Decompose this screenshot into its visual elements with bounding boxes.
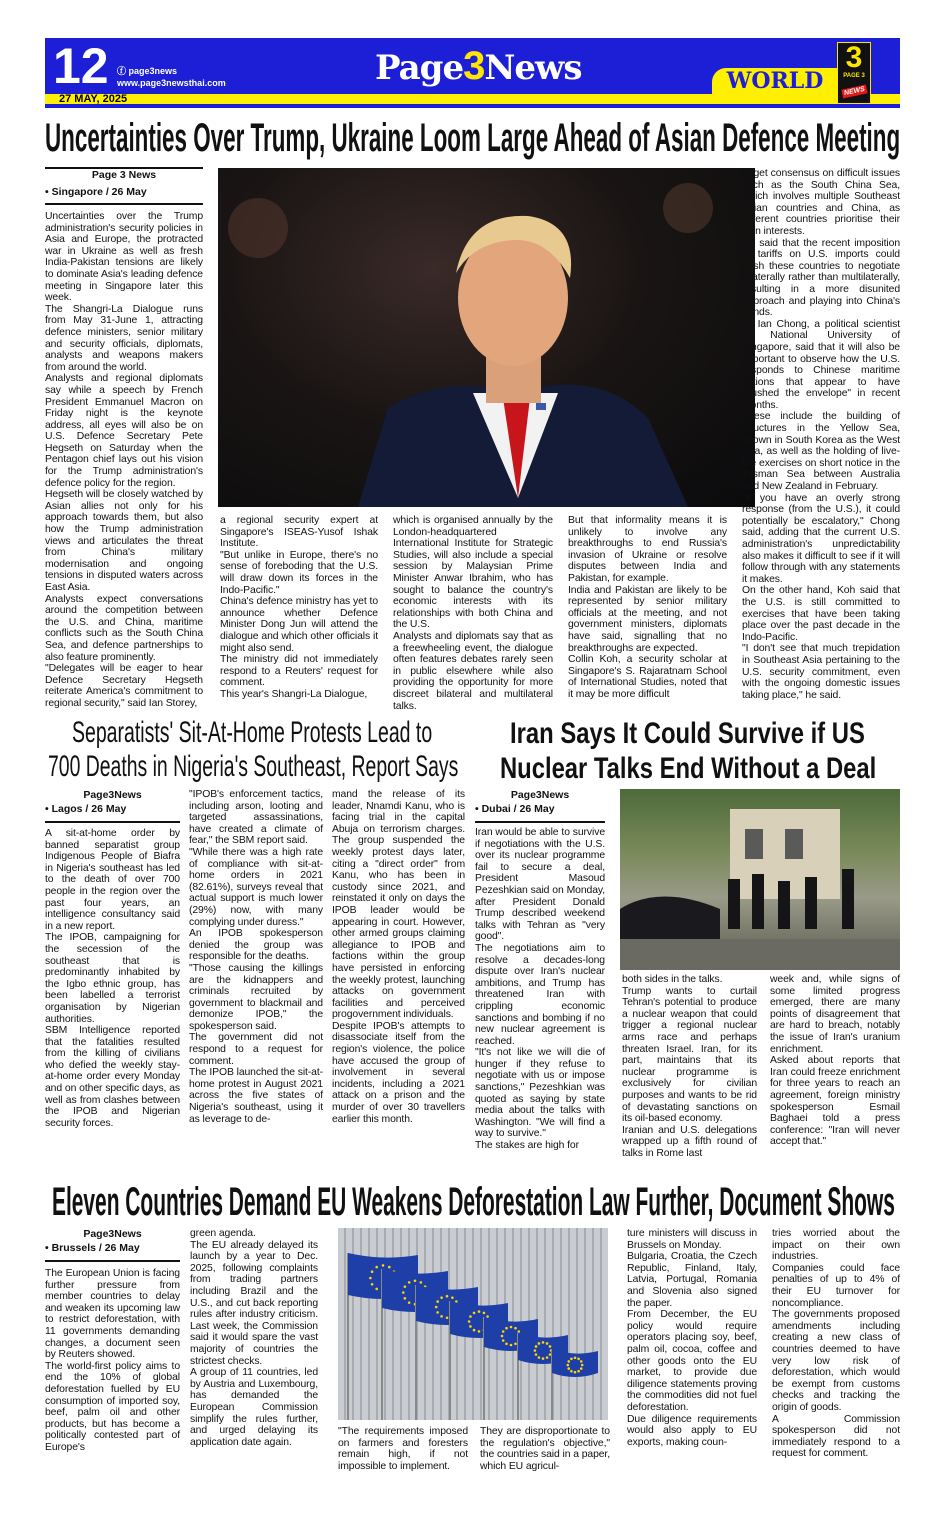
article-paragraph: SBM Intelligence reported that the fatalities resulted from the killing of civilians who defied the weekly stay-at-home order every Monday and on other specific days, as well as from clashes between the IPOB and Nigerian security forces. [45,1025,180,1129]
article-paragraph: The IPOB, campaigning for the secession of the southeast that is predominantly inhabited by the Igbo ethnic group, has been labelled a terrorist organisation by Nigerian authorities. [45,932,180,1025]
article-paragraph: "Delegates will be eager to hear Defence Secretary Hegseth reiterate America's commitment to regional security," said Ian Storey, [45,663,203,709]
website-link[interactable]: www.page3newsthai.com [117,78,226,88]
byline-dateline: • Dubai / 26 May [475,803,555,815]
headline-line: 700 Deaths in Nigeria's Southeast, Report Says [48,750,459,783]
article-paragraph: "IPOB's enforcement tactics, including arson, looting and targeted assassinations, have created a climate of fear," the SBM report said. [189,789,323,847]
article-paragraph: The world-first policy aims to end the 10% of global deforestation fuelled by EU consumption of imported soy, beef, palm oil and other products, but has become a politically contested part of Europe's [45,1360,180,1453]
logo-text-left: Page [375,48,464,88]
article-paragraph: These include the building of structures in the Yellow Sea, known in South Korea as the West Sea, as well as the holding of live-fire exercises on short notice in the Tasman Sea between Australia and New Zealand in February. [742,411,900,493]
facebook-icon: ⓕ [117,66,129,76]
article-column [332,789,465,1125]
social-handle[interactable]: page3news [128,66,178,76]
article-paragraph: The EU already delayed its launch by a year to Dec. 2025, following complaints from trading partners including Brazil and the U.S., and cut back reporting rules after industry criticism. Last week, the Commission said it would spare the vast majority of countries the strictest checks. [190,1239,318,1367]
byline-dateline: • Lagos / 26 May [45,803,127,815]
article-headline [45,117,900,161]
newspaper-logo [375,46,581,88]
byline-source: Page3News [83,1228,142,1240]
article-paragraph: On the other hand, Koh said that the U.S. is still committed to exercises that have been taking place over the past decade in the Indo-Pacific. [742,585,900,643]
article-paragraph: Uncertainties over the Trump administration's security policies in Asia and Europe, the protracted war in Ukraine as well as fresh India-Pakistan tensions are likely to dominate Asia's leading defence meeting in Singapore later this week. [45,211,203,304]
article-paragraph: Companies could face penalties of up to 4% of their EU turnover for noncompliance. [772,1262,900,1309]
article-paragraph: From December, the EU policy would require operators placing soy, beef, palm oil, cocoa, coffee and other goods onto the EU market, to provide due diligence statements proving the commodities did not fuel deforestation. [627,1309,757,1413]
article-paragraph: They are disproportionate to the regulation's objective," the countries said in a paper, which EU agricul- [480,1426,610,1472]
article-paragraph: But that informality means it is unlikely to involve any breakthroughs to end Russia's invasion of Ukraine or resolve disputes between India and Pakistan, for example. [568,515,727,584]
article-paragraph: India and Pakistan are likely to be represented by senior military officials at the meeting, and not government ministers, diplomats have said, signalling that no breakthroughs are expected. [568,584,727,654]
headline-line: Nuclear Talks End Without a Deal [500,752,877,785]
article-paragraph: which is organised annually by the London-headquartered International Institute for Strategic Studies, will also include a special session by Malaysian Prime Minister Anwar Ibrahim, who has sought to balance the country's economic interests with its relationships with both China and the U.S. [393,515,553,631]
article-column [45,1268,180,1454]
article-paragraph: Iranian and U.S. delegations wrapped up a fifth round of talks in Rome last [622,1124,757,1159]
article-paragraph: "The requirements imposed on farmers and foresters remain high, if not impossible to implement. [338,1426,468,1472]
article-column [45,828,180,1129]
article-column [622,974,757,1160]
article-paragraph: Analysts expect conversations around the competition between the U.S. and China, maritime conflicts such as the South China Sea, and defence partnerships to also feature prominently. [45,593,203,663]
article-paragraph: week and, while signs of some limited progress emerged, there are many points of disagreement that are hard to breach, notably the issue of Iran's uranium enrichment. [770,974,900,1055]
byline-dateline: • Brussels / 26 May [45,1242,140,1254]
social-links [117,65,226,89]
headline-text: Eleven Countries Demand EU Weakens Deforestation Law Further, Document Shows [52,1180,895,1224]
article-column [480,1426,610,1472]
article-paragraph: He said that the recent imposition of tariffs on U.S. imports could push these countries to negotiate bilaterally rather than multilaterally, resulting in a more disunited approach and playing into China's hands. [742,237,900,319]
article-column [627,1228,757,1448]
article-paragraph: The Shangri-La Dialogue runs from May 31-June 1, attracting defence ministers, senior military and security officials, diplomats, analysts and weapons makers from around the world. [45,303,203,373]
byline [45,1228,180,1262]
article-paragraph: a regional security expert at Singapore's ISEAS-Yusof Ishak Institute. [220,515,378,550]
page3-badge-logo [837,42,871,104]
article-paragraph: tries worried about the impact on their own industries. [772,1228,900,1263]
article-column [393,515,553,712]
article-paragraph: This year's Shangri-La Dialogue, [220,688,368,700]
article-column [475,827,605,1152]
article-paragraph: The governments proposed amendments including creating a new class of countries deemed to have very low risk of deforestation, which would be exempt from customs checks and tracking the origin of goods. [772,1309,900,1413]
article-paragraph: "But unlike in Europe, there's no sense of foreboding that the U.S. will draw down its forces in the Indo-Pacific." [220,549,378,596]
masthead [45,38,900,108]
portrait-illustration [218,168,755,507]
article-paragraph: "While there was a high rate of compliance with sit-at-home orders in 2021 (82.61%), surveys reveal that actual support is much lower (29%) now, with many complying under duress." [189,846,323,928]
article-paragraph: The IPOB launched the sit-at-home protest in August 2021 across the five states of Nigeria's southeast, using it as leverage to de- [189,1067,323,1125]
article-paragraph: The negotiations aim to resolve a decades-long dispute over Iran's nuclear ambitions, and Trump has threatened Iran with crippling economic sanctions and bombing if no new nuclear agreement is reached. [475,942,605,1047]
article-paragraph: Asked about reports that Iran could freeze enrichment for three years to reach an agreement, foreign ministry spokesperson Esmail Baghaei told a press conference: "Iran will never accept that." [770,1055,900,1148]
article-paragraph: The ministry did not immediately respond to a Reuters' request for comment. [220,654,378,689]
article-paragraph: Iran would be able to survive if negotiations with the U.S. over its nuclear programme fail to secure a deal, President Masoud Pezeshkian said on Monday, after President Donald Trump described weekend talks with Tehran as "very good". [475,827,605,943]
article-paragraph: The government did not respond to a request for comment. [189,1032,323,1067]
trump-photo [218,168,755,507]
byline-source: Page 3 News [91,169,157,181]
article-paragraph: "It's not like we will die of hunger if they refuse to negotiate with us or impose sanctions," Pezeshkian was quoted as saying by state media about the talks with Washington. "We will find a way to survive." [475,1047,605,1140]
article-column [772,1228,900,1460]
article-paragraph: China's defence ministry has yet to announce whether Defence Minister Dong Jun will attend the dialogue and which other officials it might also send. [220,596,378,654]
article-paragraph: Despite IPOB's attempts to disassociate itself from the region's violence, the police have accused the group of involvement in several incidents, including a 2021 attack on a prison and the murder of over 30 travellers earlier this month. [332,1020,465,1125]
headline-line: Iran Says It Could Survive if US [510,717,865,750]
article-column [45,211,203,710]
badge-text: PAGE 3 [843,73,865,79]
badge-number: 3 [845,41,863,74]
article-paragraph: Trump wants to curtail Tehran's potential to produce a nuclear weapon that could trigger a regional nuclear arms race and perhaps threaten Israel. Iran, for its part, maintains that its nuclear programme is exclusively for civilian purposes and wants to be rid of devastating sanctions on its oil-based economy. [622,985,757,1125]
masthead-yellow-strip [45,94,900,104]
article-paragraph: Bulgaria, Croatia, the Czech Republic, Finland, Italy, Latvia, Portugal, Romania and Slovenia also signed the paper. [627,1251,757,1309]
article-column [742,168,900,701]
byline [45,167,203,205]
article-column [190,1228,318,1448]
section-label: WORLD [712,68,838,94]
byline-source: Page3News [83,789,142,801]
logo-three: 3 [463,44,485,88]
article-headline [510,717,865,750]
article-paragraph: The European Union is facing further pressure from member countries to delay and weaken its upcoming law to restrict deforestation, with 11 governments demanding changes, a document seen by Reuters showed. [45,1268,180,1361]
logo-text-right: News [484,48,582,88]
article-headline [500,752,876,785]
article-column [568,515,727,701]
article-headline [72,717,432,749]
article-paragraph: A sit-at-home order by banned separatist group Indigenous People of Biafra in Nigeria's southeast has led to the death of over 700 people in the region over the past four years, an intelligence consultancy said in a new report. [45,828,180,932]
masthead-divider [45,104,900,108]
article-paragraph: ture ministers will discuss in Brussels on Monday. [627,1228,757,1251]
article-paragraph: green agenda. [190,1228,256,1239]
article-paragraph: Due diligence requirements would also apply to EU exports, making coun- [627,1413,757,1448]
article-paragraph: Ja Ian Chong, a political scientist at National University of Singapore, said that it will also be important to observe how the U.S. responds to Chinese maritime actions that appear to have "pushed the envelope" in recent months. [742,318,900,411]
article-column [338,1426,468,1472]
article-paragraph: A group of 11 countries, led by Austria and Luxembourg, has demanded the European Commission simplify the rules further, and urged delaying its application date again. [190,1367,318,1448]
eu-flags-photo [338,1228,608,1420]
page-number: 12 [53,38,109,94]
article-paragraph: A Commission spokesperson did not immediately respond to a request for comment. [772,1413,900,1460]
badge-tag: NEWS [841,84,867,98]
byline-dateline: • Singapore / 26 May [45,186,147,198]
article-headline [48,751,458,783]
article-paragraph: "Those causing the killings are the kidnappers and criminals recruited by government to blackmail and demonize IPOB," the spokesperson said. [189,962,323,1032]
article-column [770,974,900,1148]
issue-date: 27 MAY, 2025 [59,93,128,105]
article-column [189,789,323,1125]
article-headline [52,1181,895,1223]
article-paragraph: The stakes are high for [475,1140,579,1152]
byline [45,789,180,823]
headline-line: Separatists' Sit-At-Home Protests Lead to [72,716,433,749]
headline-text: Uncertainties Over Trump, Ukraine Loom Large Ahead of Asian Defence Meeting [45,116,901,160]
article-paragraph: Collin Koh, a security scholar at Singapore's S. Rajaratnam School of International Studies, noted that it may be more difficult [568,654,727,700]
article-paragraph: Analysts and diplomats say that as a freewheeling event, the dialogue often features debates rarely seen in public elsewhere while also providing the opportunity for more discreet bilateral and multilateral talks. [393,630,553,712]
article-paragraph: to get consensus on difficult issues such as the South China Sea, which involves multiple Southeast Asian countries and China, as different countries prioritise their own interests. [742,168,900,237]
article-paragraph: "If you have an overly strong response (from the U.S.), it could potentially be escalatory," Chong said, adding that the current U.S. administration's unpredictability also makes it difficult to see if it will follow through with any statements it makes. [742,492,900,585]
article-column [220,515,378,701]
article-paragraph: mand the release of its leader, Nnamdi Kanu, who is facing trial in the capital Abuja on terrorism charges. The group suspended the weekly protest days later, citing a "direct order" from Kanu, who has been in custody since 2021, and reinstated it only on days the IPOB leader would be appearing in court. However, other armed groups claiming allegiance to IPOB and factions within the group have persisted in enforcing the weekly protest, launching attacks on government facilities and perceived progovernment individuals. [332,789,465,1021]
iran-talks-photo [620,789,900,970]
article-paragraph: Analysts and regional diplomats say while a speech by French President Emmanuel Macron on Friday night is the keynote address, all eyes will also be on U.S. Defence Secretary Pete Hegseth on Saturday when the Pentagon chief lays out his vision for the Trump administration's defence policy for the region. [45,373,203,489]
byline [475,789,605,823]
delegation-illustration [620,789,900,970]
article-paragraph: "I don't see that much trepidation in Southeast Asia pertaining to the U.S. security commitment, even with the ongoing domestic issues taking place," he said. [742,643,900,701]
eu-flags-illustration [338,1228,608,1420]
article-paragraph: Hegseth will be closely watched by Asian allies not only for his approach towards them, but also how the Trump administration views and articulates the threat from China's military modernisation and ongoing tensions in disputed waters across East Asia. [45,489,203,593]
article-paragraph: An IPOB spokesperson denied the group was responsible for the deaths. [189,928,323,963]
byline-source: Page3News [510,789,570,801]
article-paragraph: both sides in the talks. [622,974,723,985]
